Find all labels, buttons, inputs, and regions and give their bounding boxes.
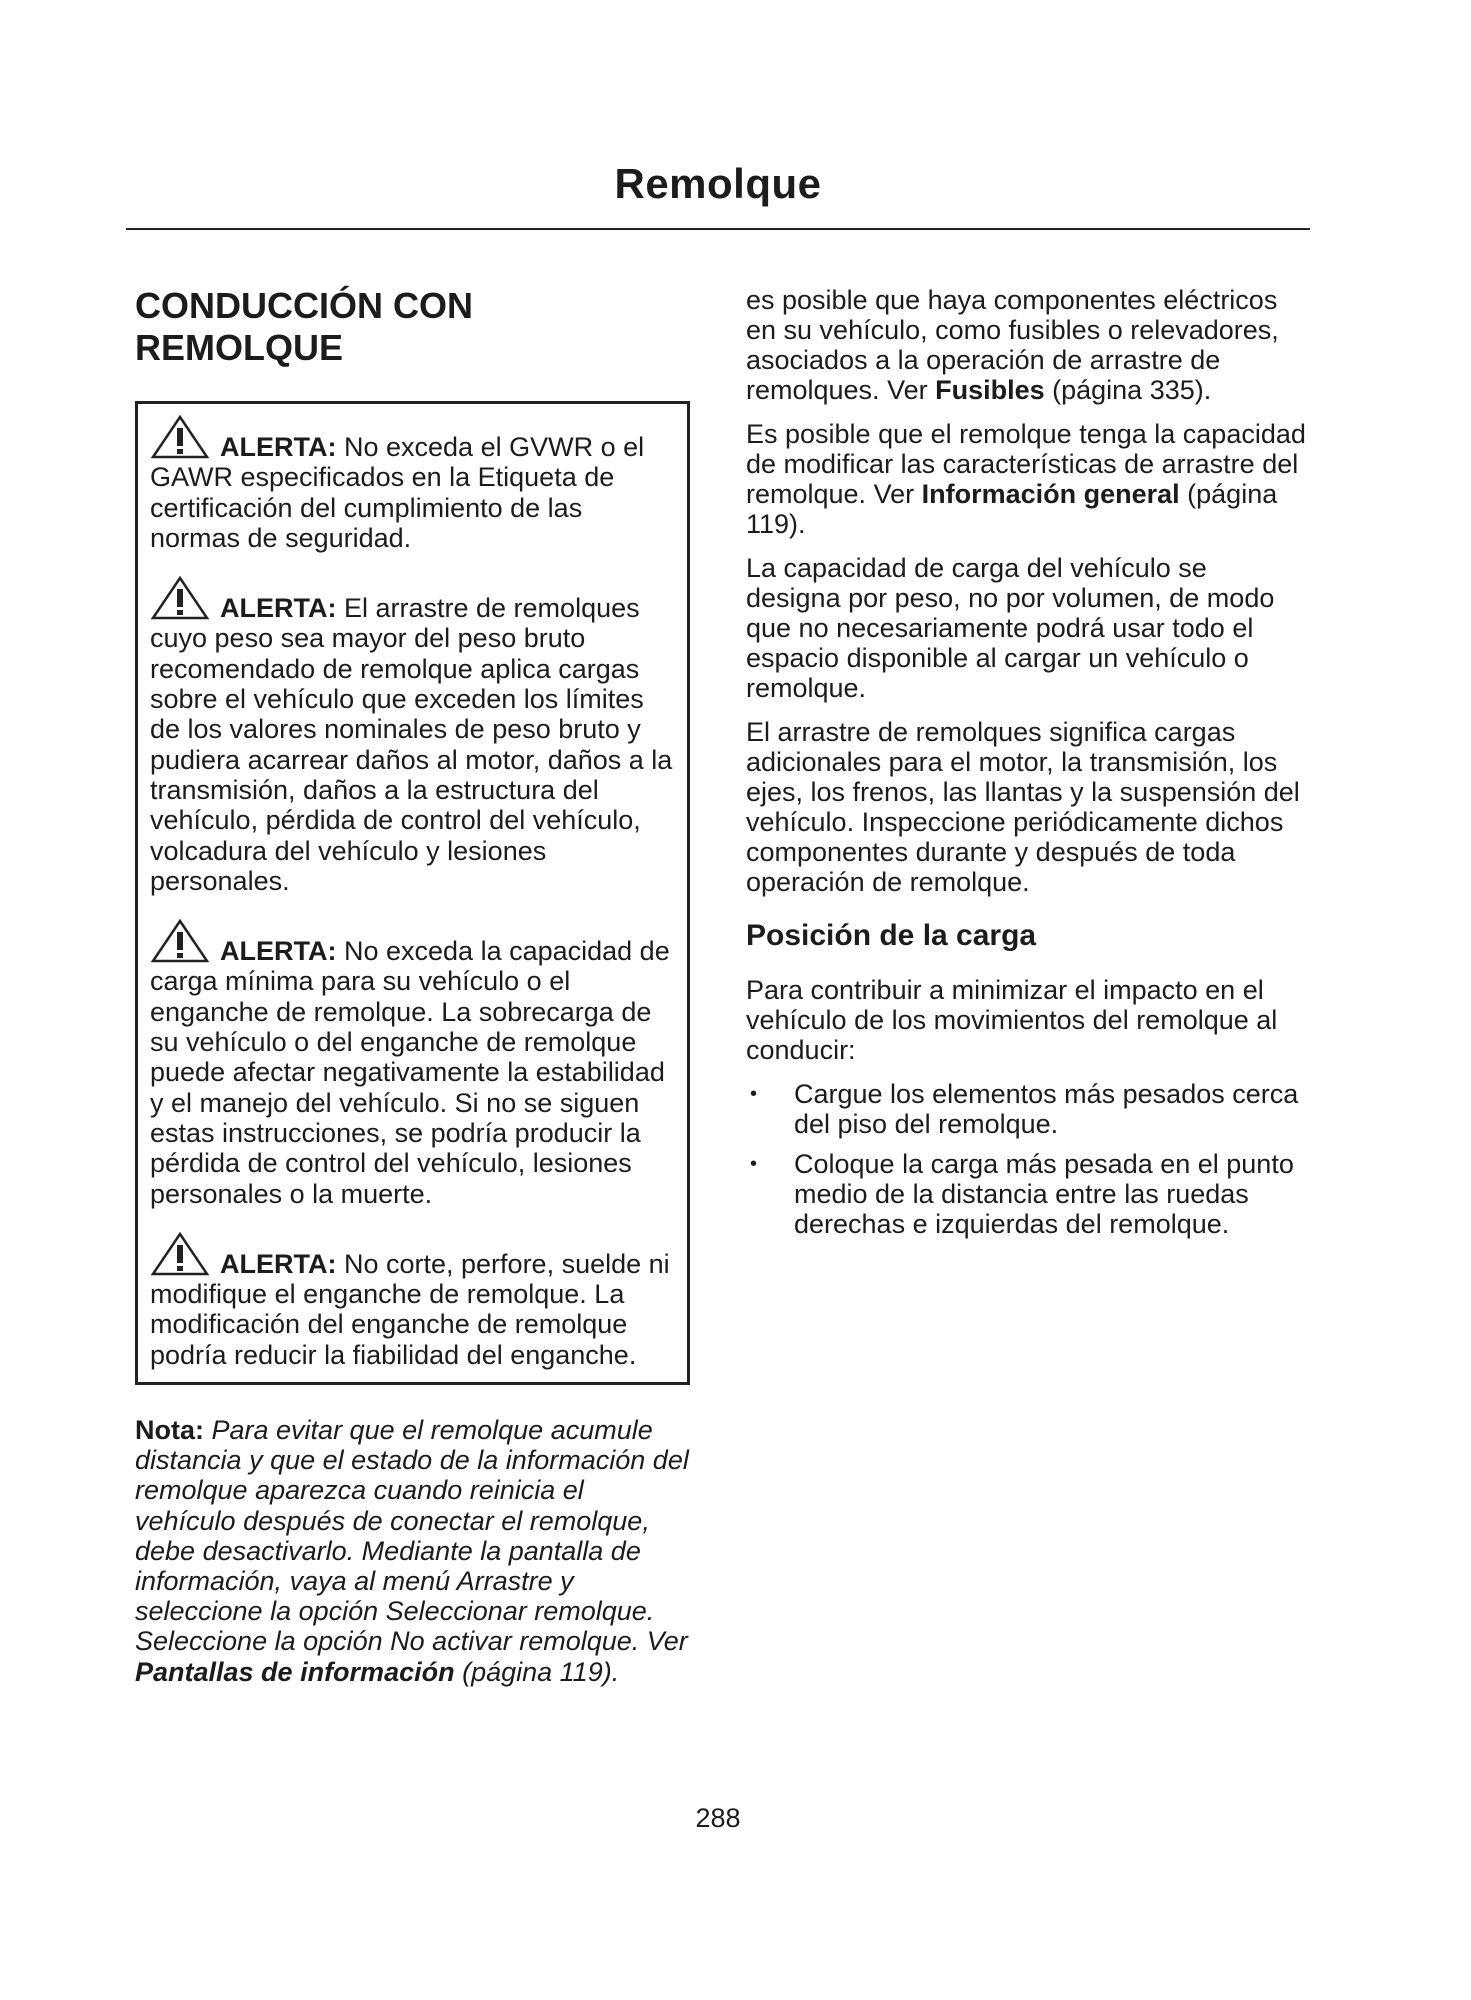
link-fusibles[interactable]: Fusibles [935, 375, 1045, 405]
bullet-list [746, 1079, 1306, 1239]
paragraph-suffix: (página 335). [1044, 375, 1212, 405]
warning-text: No exceda el GVWR o el GAWR especificados en la Etiqueta de certificación del cumplimiento de las normas de seguridad. [150, 432, 645, 553]
warning-text: No exceda la capacidad de carga mínima para su vehículo o el enganche de remolque. La sobrecarga de su vehículo o del enganche de remolque puede afectar negativamente la estabilidad y el manejo del vehículo. Si no se siguen estas instrucciones, se podría producir la pérdida de control del vehículo, lesiones personales o la muerte. [150, 936, 670, 1209]
section-heading-line1: CONDUCCIÓN CON [135, 285, 473, 326]
warning-label: ALERTA: [220, 1248, 337, 1279]
paragraph-text: es posible que haya componentes eléctricos en su vehículo, como fusibles o relevadores, asociados a la operación de arrastre de remolques. Ver [746, 285, 1279, 405]
section-heading [135, 285, 690, 369]
paragraph-suffix: (página 119). [746, 479, 1278, 539]
page-title: Remolque [614, 160, 822, 207]
note-suffix: (página 119). [454, 1656, 620, 1687]
warning-item [150, 414, 675, 553]
section-heading-line2: REMOLQUE [135, 327, 344, 368]
warning-triangle-icon [150, 575, 210, 621]
warning-label: ALERTA: [220, 936, 337, 967]
paragraph-fusibles [746, 285, 1306, 405]
warning-triangle-icon [150, 414, 210, 460]
warning-item [150, 1231, 675, 1370]
right-column [746, 285, 1306, 1249]
paragraph-posicion: Para contribuir a minimizar el impacto en el vehículo de los movimientos del remolque al conducir: [746, 975, 1278, 1065]
list-item-text: Cargue los elementos más pesados cerca del piso del remolque. [794, 1079, 1299, 1139]
note-link-pantallas[interactable]: Pantallas de información [135, 1656, 455, 1687]
header-divider [126, 228, 1310, 230]
note-label: Nota: [135, 1415, 204, 1446]
left-column [135, 285, 690, 1714]
warning-label: ALERTA: [220, 432, 337, 462]
warning-item [150, 575, 675, 896]
note-text: Para evitar que el remolque acumule distancia y que el estado de la información del remolque aparezca cuando reinicia el vehículo después de conectar el remolque, debe desactivarlo. Mediante la pantalla de información, vaya al menú Arrastre y seleccione la opción Seleccionar remolque. Seleccione la opción No activar remolque. Ver [135, 1415, 689, 1657]
paragraph-arrastre: El arrastre de remolques significa cargas adicionales para el motor, la transmisión, los ejes, los frenos, las llantas y la suspensión del vehículo. Inspeccione periódicamente dichos componentes durante y después de toda operación de remolque. [746, 717, 1300, 897]
paragraph-text: Es posible que el remolque tenga la capacidad de modificar las características de arrastre del remolque. Ver [746, 419, 1306, 509]
list-item [746, 1149, 1306, 1239]
bullet-icon: • [750, 1153, 758, 1175]
link-informacion-general[interactable]: Información general [921, 479, 1180, 509]
warning-label: ALERTA: [220, 593, 337, 624]
warning-triangle-icon [150, 1231, 210, 1277]
note-paragraph [135, 1415, 690, 1687]
paragraph-capacidad: La capacidad de carga del vehículo se designa por peso, no por volumen, de modo que no necesariamente podrá usar todo el espacio disponible al cargar un vehículo o remolque. [746, 553, 1275, 703]
warning-item [150, 918, 675, 1209]
warning-text: No corte, perfore, suelde ni modifique el enganche de remolque. La modificación del enganche de remolque podría reducir la fiabilidad del enganche. [150, 1248, 670, 1370]
warning-triangle-icon [150, 918, 210, 964]
page-number: 288 [695, 1803, 741, 1833]
list-item-text: Coloque la carga más pesada en el punto medio de la distancia entre las ruedas derechas e izquierdas del remolque. [794, 1149, 1294, 1239]
warning-box [135, 401, 690, 1385]
paragraph-info-general [746, 419, 1306, 539]
subheading-posicion-carga: Posición de la carga [746, 919, 1037, 952]
list-item [746, 1079, 1306, 1139]
warning-text: El arrastre de remolques cuyo peso sea mayor del peso bruto recomendado de remolque aplica cargas sobre el vehículo que exceden los límites de los valores nominales de peso bruto y pudiera acarrear daños al motor, daños a la transmisión, daños a la estructura del vehículo, pérdida de control del vehículo, volcadura del vehículo y lesiones personales. [150, 593, 673, 896]
bullet-icon: • [750, 1083, 758, 1105]
